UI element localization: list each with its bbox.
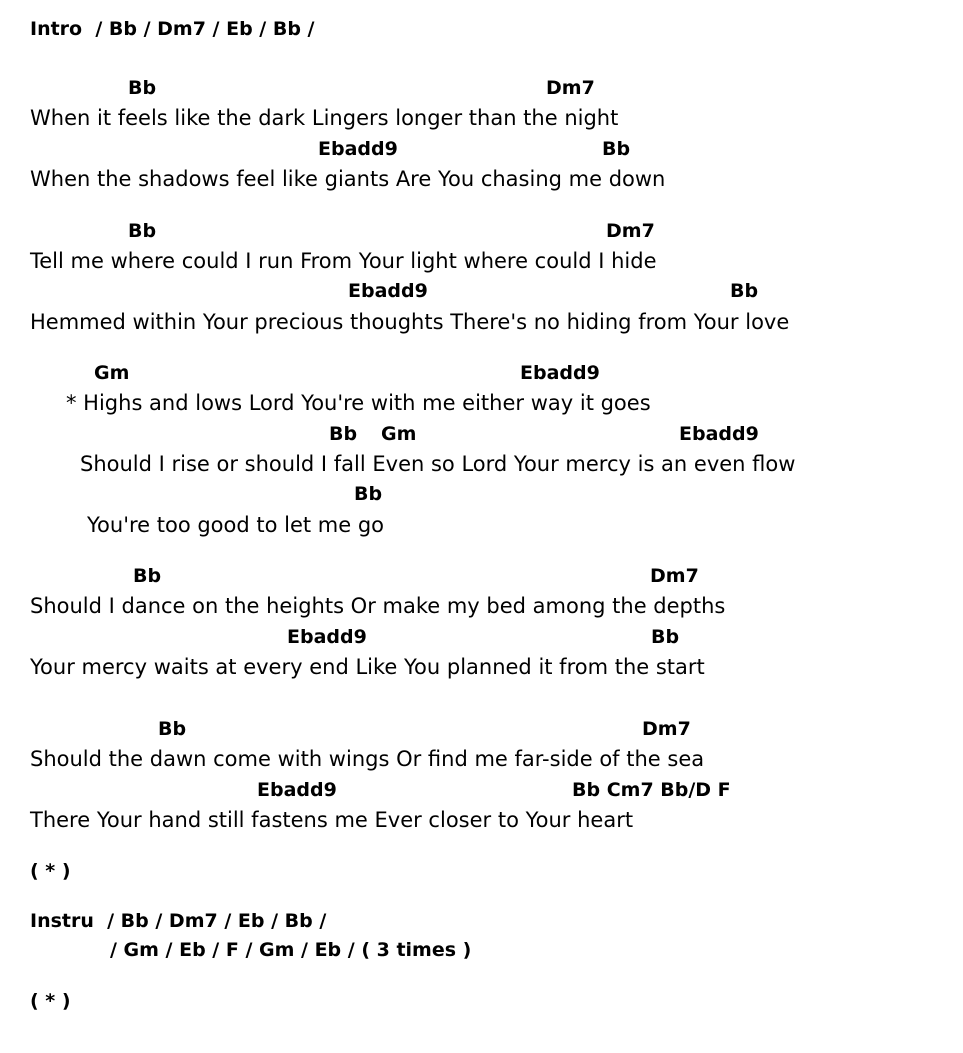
lyric-line: When the shadows feel like giants Are You chasing me down <box>30 167 666 191</box>
lyric-line: There Your hand still fastens me Ever closer to Your heart <box>30 808 634 832</box>
chord: Ebadd9 <box>287 626 367 648</box>
lyric-line: Should I dance on the heights Or make my bed among the depths <box>30 594 726 618</box>
instrumental-line: / Gm / Eb / F / Gm / Eb / ( 3 times ) <box>110 939 472 961</box>
chord: Dm7 <box>642 718 691 740</box>
lyric-line: Tell me where could I run From Your light where could I hide <box>30 249 657 273</box>
chord: Gm <box>381 423 417 445</box>
chord: Dm7 <box>546 77 595 99</box>
lyric-line: Should the dawn come with wings Or find me far-side of the sea <box>30 747 705 771</box>
chord: Bb <box>128 77 157 99</box>
chord: Bb <box>133 565 162 587</box>
lyric-line: You're too good to let me go <box>87 513 385 537</box>
chord: Ebadd9 <box>520 362 600 384</box>
chord: Ebadd9 <box>679 423 759 445</box>
chord: Ebadd9 <box>318 138 398 160</box>
chorus-repeat-marker: ( * ) <box>30 990 71 1012</box>
lyric-line: Your mercy waits at every end Like You planned it from the start <box>30 655 705 679</box>
chord: Bb <box>730 280 759 302</box>
instrumental-line: Instru / Bb / Dm7 / Eb / Bb / <box>30 910 327 932</box>
lyric-line: Should I rise or should I fall Even so Lord Your mercy is an even flow <box>80 452 796 476</box>
intro-line: Intro / Bb / Dm7 / Eb / Bb / <box>30 18 315 40</box>
chord: Bb <box>128 220 157 242</box>
chord: Bb Cm7 Bb/D F <box>572 779 731 801</box>
chord: Gm <box>94 362 130 384</box>
chord: Ebadd9 <box>348 280 428 302</box>
chord: Bb <box>354 483 383 505</box>
lyric-line: * Highs and lows Lord You're with me either way it goes <box>66 391 651 415</box>
chord: Dm7 <box>650 565 699 587</box>
chord: Bb <box>602 138 631 160</box>
chord: Bb <box>329 423 358 445</box>
lyric-line: Hemmed within Your precious thoughts There's no hiding from Your love <box>30 310 790 334</box>
chorus-repeat-marker: ( * ) <box>30 860 71 882</box>
chord: Bb <box>158 718 187 740</box>
lyric-line: When it feels like the dark Lingers longer than the night <box>30 106 619 130</box>
chord: Dm7 <box>606 220 655 242</box>
chord: Bb <box>651 626 680 648</box>
chord: Ebadd9 <box>257 779 337 801</box>
